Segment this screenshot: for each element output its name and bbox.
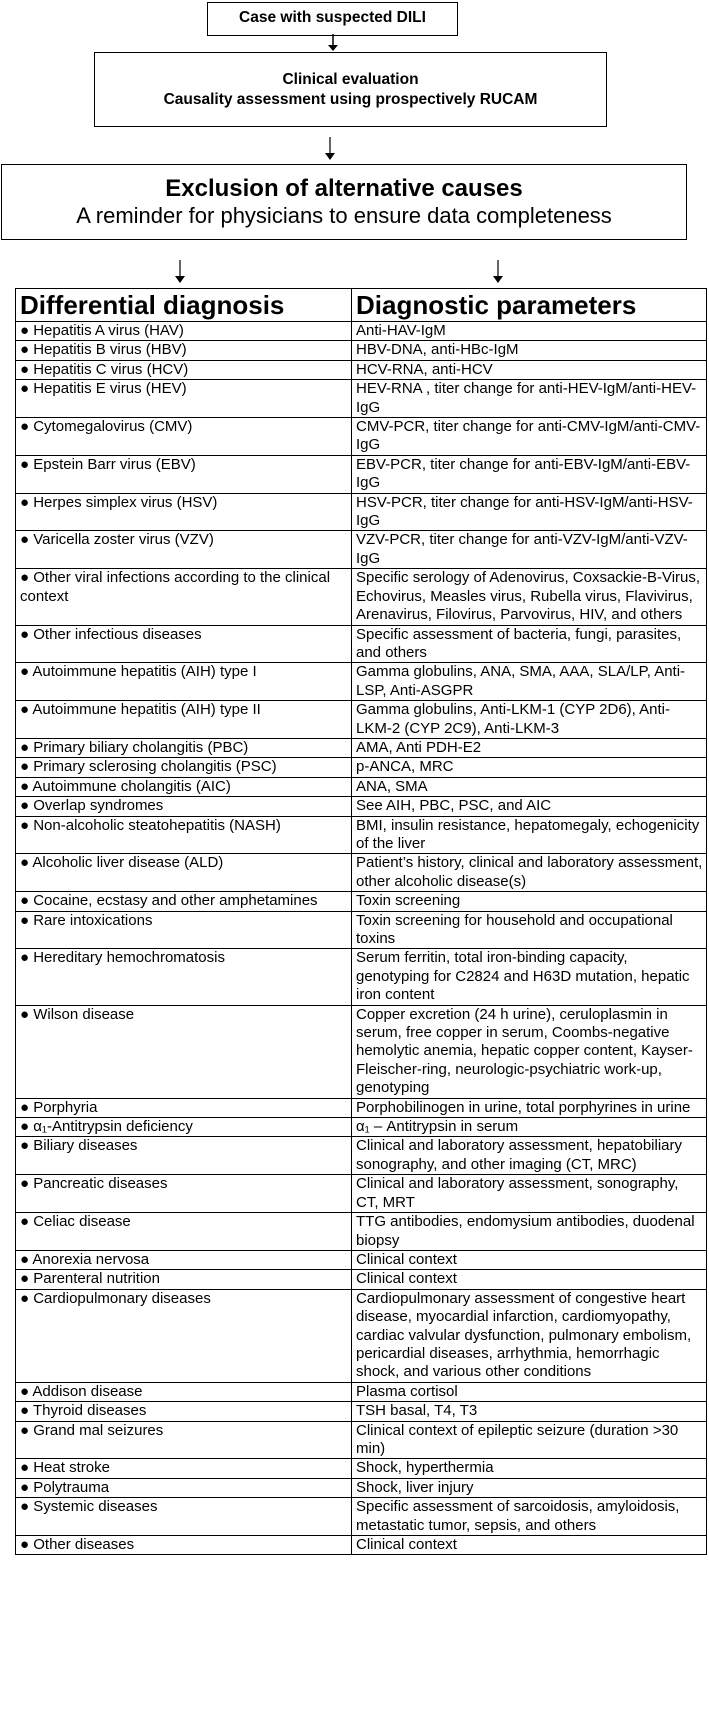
differential-diagnosis-cell: ● Other diseases — [16, 1536, 352, 1555]
differential-diagnosis-cell: ● Grand mal seizures — [16, 1421, 352, 1459]
differential-diagnosis-cell: ● Hepatitis E virus (HEV) — [16, 380, 352, 418]
differential-diagnosis-table — [15, 288, 707, 1555]
step-exclusion-alternative-causes — [1, 164, 687, 240]
differential-diagnosis-cell: ● Cocaine, ecstasy and other amphetamines — [16, 892, 352, 911]
diagnostic-parameters-cell: Clinical context of epileptic seizure (duration >30 min) — [352, 1421, 707, 1459]
diagnostic-parameters-cell: Shock, liver injury — [352, 1478, 707, 1497]
diagnostic-parameters-cell: Porphobilinogen in urine, total porphyrines in urine — [352, 1098, 707, 1117]
table-row — [16, 663, 707, 701]
diagnostic-parameters-cell: TTG antibodies, endomysium antibodies, duodenal biopsy — [352, 1213, 707, 1251]
header-differential-diagnosis: Differential diagnosis — [16, 289, 352, 322]
table-row — [16, 1498, 707, 1536]
table-row — [16, 777, 707, 796]
diagnostic-parameters-cell: Clinical context — [352, 1250, 707, 1269]
differential-diagnosis-cell: ● Epstein Barr virus (EBV) — [16, 455, 352, 493]
table-row — [16, 531, 707, 569]
diagnostic-parameters-cell: Plasma cortisol — [352, 1382, 707, 1401]
differential-diagnosis-cell: ● Pancreatic diseases — [16, 1175, 352, 1213]
table-row — [16, 797, 707, 816]
differential-diagnosis-cell: ● Hepatitis C virus (HCV) — [16, 360, 352, 379]
table-row — [16, 1459, 707, 1478]
table-row — [16, 360, 707, 379]
table-row — [16, 816, 707, 854]
diagnostic-parameters-cell: Specific assessment of sarcoidosis, amyloidosis, metastatic tumor, sepsis, and others — [352, 1498, 707, 1536]
differential-diagnosis-cell: ● Polytrauma — [16, 1478, 352, 1497]
table-row — [16, 455, 707, 493]
diagnostic-parameters-cell: Gamma globulins, ANA, SMA, AAA, SLA/LP, Anti-LSP, Anti-ASGPR — [352, 663, 707, 701]
differential-diagnosis-cell: ● Celiac disease — [16, 1213, 352, 1251]
step-exclusion-subtitle: A reminder for physicians to ensure data completeness — [76, 203, 612, 228]
differential-diagnosis-cell: ● Hepatitis B virus (HBV) — [16, 341, 352, 360]
header-diagnostic-parameters: Diagnostic parameters — [352, 289, 707, 322]
table-row — [16, 949, 707, 1005]
table-row — [16, 322, 707, 341]
diagnostic-parameters-cell: Patient’s history, clinical and laboratory assessment, other alcoholic disease(s) — [352, 854, 707, 892]
differential-diagnosis-cell: ● Cytomegalovirus (CMV) — [16, 418, 352, 456]
step-clinical-evaluation-line1: Clinical evaluation — [282, 70, 419, 88]
differential-diagnosis-cell: ● Autoimmune hepatitis (AIH) type I — [16, 663, 352, 701]
differential-diagnosis-cell: ● Autoimmune hepatitis (AIH) type II — [16, 701, 352, 739]
diagnostic-parameters-cell: ANA, SMA — [352, 777, 707, 796]
step-suspected-dili-label: Case with suspected DILI — [239, 9, 426, 26]
diagnostic-parameters-cell: p-ANCA, MRC — [352, 758, 707, 777]
differential-diagnosis-cell: ● Primary sclerosing cholangitis (PSC) — [16, 758, 352, 777]
differential-diagnosis-cell: ● Other viral infections according to the clinical context — [16, 569, 352, 625]
table-row — [16, 1421, 707, 1459]
diagnostic-parameters-cell: Clinical context — [352, 1270, 707, 1289]
diagnostic-parameters-cell: AMA, Anti PDH-E2 — [352, 738, 707, 757]
differential-diagnosis-cell: ● Heat stroke — [16, 1459, 352, 1478]
differential-diagnosis-cell: ● Primary biliary cholangitis (PBC) — [16, 738, 352, 757]
differential-diagnosis-cell: ● Porphyria — [16, 1098, 352, 1117]
table-row — [16, 1175, 707, 1213]
table-row — [16, 341, 707, 360]
differential-diagnosis-cell: ● Hepatitis A virus (HAV) — [16, 322, 352, 341]
table-row — [16, 418, 707, 456]
differential-diagnosis-cell: ● Rare intoxications — [16, 911, 352, 949]
diagnostic-parameters-cell: Shock, hyperthermia — [352, 1459, 707, 1478]
diagnostic-parameters-cell: Toxin screening — [352, 892, 707, 911]
table-row — [16, 1098, 707, 1117]
table-row — [16, 1382, 707, 1401]
diagnostic-parameters-cell: Specific assessment of bacteria, fungi, parasites, and others — [352, 625, 707, 663]
step-clinical-evaluation — [94, 52, 607, 127]
table-row — [16, 1270, 707, 1289]
diagnostic-parameters-cell: HBV-DNA, anti-HBc-IgM — [352, 341, 707, 360]
table-row — [16, 1213, 707, 1251]
differential-diagnosis-cell: ● α₁-Antitrypsin deficiency — [16, 1118, 352, 1137]
table-row — [16, 1005, 707, 1098]
diagnostic-parameters-cell: Specific serology of Adenovirus, Coxsackie-B-Virus, Echovirus, Measles virus, Rubella virus, Flavivirus, Arenavirus, Filovirus, Parvovirus, HIV, and others — [352, 569, 707, 625]
table-row — [16, 854, 707, 892]
arrow-down-icon — [488, 260, 508, 286]
table-row — [16, 569, 707, 625]
table-row — [16, 1478, 707, 1497]
diagnostic-parameters-cell: Clinical and laboratory assessment, sonography, CT, MRT — [352, 1175, 707, 1213]
differential-diagnosis-cell: ● Thyroid diseases — [16, 1402, 352, 1421]
table-row — [16, 493, 707, 531]
arrow-down-icon — [170, 260, 190, 286]
table-row — [16, 701, 707, 739]
differential-diagnosis-cell: ● Alcoholic liver disease (ALD) — [16, 854, 352, 892]
diagnostic-parameters-cell: Toxin screening for household and occupational toxins — [352, 911, 707, 949]
table-row — [16, 738, 707, 757]
differential-diagnosis-cell: ● Overlap syndromes — [16, 797, 352, 816]
differential-diagnosis-cell: ● Cardiopulmonary diseases — [16, 1289, 352, 1382]
diagnostic-parameters-cell: HSV-PCR, titer change for anti-HSV-IgM/anti-HSV- IgG — [352, 493, 707, 531]
diagnostic-parameters-cell: BMI, insulin resistance, hepatomegaly, echogenicity of the liver — [352, 816, 707, 854]
differential-diagnosis-cell: ● Herpes simplex virus (HSV) — [16, 493, 352, 531]
arrow-down-icon — [320, 137, 340, 163]
table-row — [16, 1250, 707, 1269]
table-row — [16, 911, 707, 949]
differential-diagnosis-cell: ● Systemic diseases — [16, 1498, 352, 1536]
step-suspected-dili — [207, 2, 458, 36]
diagnostic-parameters-cell: α₁ – Antitrypsin in serum — [352, 1118, 707, 1137]
differential-diagnosis-cell: ● Hereditary hemochromatosis — [16, 949, 352, 1005]
table-row — [16, 892, 707, 911]
differential-diagnosis-cell: ● Non-alcoholic steatohepatitis (NASH) — [16, 816, 352, 854]
table-row — [16, 1118, 707, 1137]
differential-diagnosis-cell: ● Varicella zoster virus (VZV) — [16, 531, 352, 569]
diagnostic-parameters-cell: EBV-PCR, titer change for anti-EBV-IgM/anti-EBV-IgG — [352, 455, 707, 493]
table-row — [16, 1402, 707, 1421]
differential-diagnosis-cell: ● Wilson disease — [16, 1005, 352, 1098]
diagnostic-parameters-cell: Anti-HAV-IgM — [352, 322, 707, 341]
diagnostic-parameters-cell: See AIH, PBC, PSC, and AIC — [352, 797, 707, 816]
diagnostic-parameters-cell: VZV-PCR, titer change for anti-VZV-IgM/anti-VZV- IgG — [352, 531, 707, 569]
table-row — [16, 1536, 707, 1555]
diagnostic-parameters-cell: CMV-PCR, titer change for anti-CMV-IgM/anti-CMV-IgG — [352, 418, 707, 456]
step-clinical-evaluation-line2: Causality assessment using prospectively RUCAM — [163, 90, 538, 108]
table-row — [16, 625, 707, 663]
diagnostic-parameters-cell: TSH basal, T4, T3 — [352, 1402, 707, 1421]
differential-diagnosis-cell: ● Parenteral nutrition — [16, 1270, 352, 1289]
diagnostic-parameters-cell: Gamma globulins, Anti-LKM-1 (CYP 2D6), Anti-LKM-2 (CYP 2C9), Anti-LKM-3 — [352, 701, 707, 739]
diagnostic-parameters-cell: Cardiopulmonary assessment of congestive heart disease, myocardial infarction, cardiomyopathy, cardiac valvular dysfunction, pulmonary embolism, pericardial diseases, arrhythmia, hemorrhagic shock, and various other conditions — [352, 1289, 707, 1382]
differential-diagnosis-cell: ● Anorexia nervosa — [16, 1250, 352, 1269]
diagnostic-parameters-cell: Clinical and laboratory assessment, hepatobiliary sonography, and other imaging (CT, MRC) — [352, 1137, 707, 1175]
diagnostic-parameters-cell: Copper excretion (24 h urine), ceruloplasmin in serum, free copper in serum, Coombs-negative hemolytic anemia, hepatic copper content, Kayser-Fleischer-ring, neurologic-psychiatric work-up, genotyping — [352, 1005, 707, 1098]
step-exclusion-title: Exclusion of alternative causes — [165, 175, 523, 202]
diagnostic-parameters-cell: HEV-RNA , titer change for anti-HEV-IgM/anti-HEV-IgG — [352, 380, 707, 418]
diagnostic-parameters-cell: Serum ferritin, total iron-binding capacity, genotyping for C2824 and H63D mutation, hepatic iron content — [352, 949, 707, 1005]
table-row — [16, 380, 707, 418]
differential-diagnosis-cell: ● Addison disease — [16, 1382, 352, 1401]
differential-diagnosis-cell: ● Other infectious diseases — [16, 625, 352, 663]
table-header-row — [16, 289, 707, 322]
table-row — [16, 1137, 707, 1175]
table-row — [16, 1289, 707, 1382]
table-row — [16, 758, 707, 777]
differential-diagnosis-cell: ● Autoimmune cholangitis (AIC) — [16, 777, 352, 796]
diagnostic-parameters-cell: Clinical context — [352, 1536, 707, 1555]
diagnostic-parameters-cell: HCV-RNA, anti-HCV — [352, 360, 707, 379]
differential-diagnosis-cell: ● Biliary diseases — [16, 1137, 352, 1175]
